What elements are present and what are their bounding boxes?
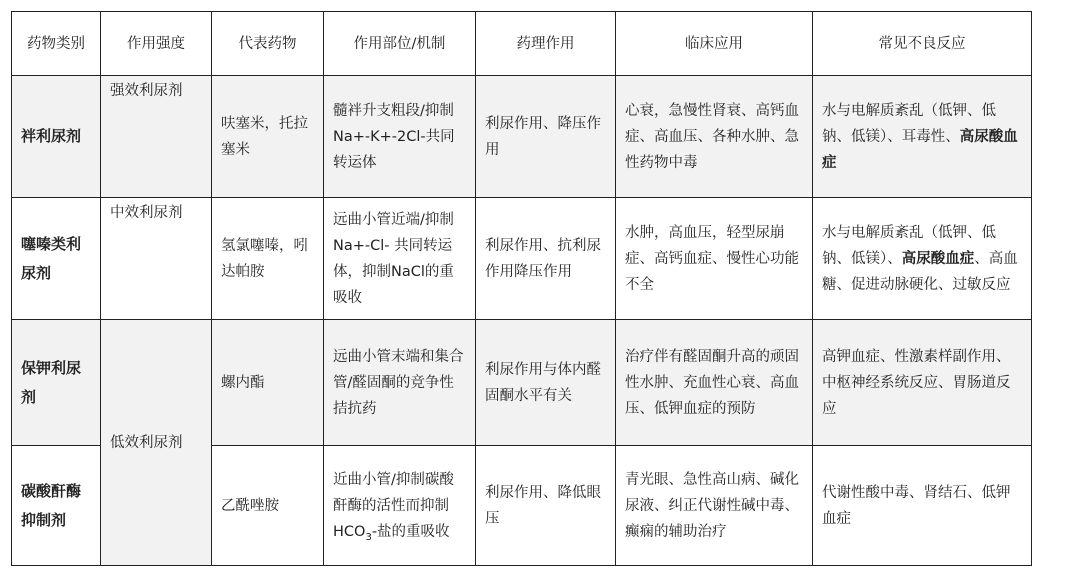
- table-row: [12, 76, 1032, 198]
- drugs-cell: 氢氯噻嗪，吲达帕胺: [212, 198, 324, 320]
- table-row: [12, 320, 1032, 446]
- mechanism-cell: 远曲小管近端/抑制Na+-Cl- 共同转运体，抑制NaCl的重吸收: [324, 198, 476, 320]
- table-row: [12, 198, 1032, 320]
- clinical-cell: 青光眼、急性高山病、碱化尿液、纠正代谢性碱中毒、癫痫的辅助治疗: [616, 446, 813, 566]
- adverse-text: 水与电解质紊乱（低钾、低钠、低镁）、耳毒性、: [822, 102, 996, 145]
- mechanism-cell: 远曲小管末端和集合管/醛固酮的竞争性拮抗药: [324, 320, 476, 446]
- drugs-cell: 呋塞米，托拉塞米: [212, 76, 324, 198]
- header-row: [12, 12, 1032, 76]
- drugs-cell: 螺内酯: [212, 320, 324, 446]
- clinical-cell: 水肿，高血压，轻型尿崩症、高钙血症、慢性心功能不全: [616, 198, 813, 320]
- adverse-cell: 代谢性酸中毒、肾结石、低钾血症: [813, 446, 1032, 566]
- header-clinical-use: 临床应用: [616, 12, 813, 76]
- diuretics-table: [11, 11, 1032, 566]
- clinical-cell: 治疗伴有醛固酮升高的顽固性水肿、充血性心衰、高血压、低钾血症的预防: [616, 320, 813, 446]
- header-intensity: 作用强度: [101, 12, 212, 76]
- header-adverse-reactions: 常见不良反应: [813, 12, 1032, 76]
- adverse-cell: 高钾血症、性激素样副作用、中枢神经系统反应、胃肠道反应: [813, 320, 1032, 446]
- adverse-highlight: 高尿酸血症: [822, 128, 1018, 171]
- subscript-3: 3: [365, 531, 372, 543]
- drug-table-container: [11, 11, 1032, 566]
- action-cell: 利尿作用、降压作用: [476, 76, 616, 198]
- clinical-cell: 心衰，急慢性肾衰、高钙血症、高血压、各种水肿、急性药物中毒: [616, 76, 813, 198]
- adverse-cell: [813, 76, 1032, 198]
- header-drug-class: 药物类别: [12, 12, 101, 76]
- intensity-cell: 低效利尿剂: [101, 320, 212, 566]
- adverse-text: 水与电解质紊乱（低钾、低钠、低镁）、: [822, 224, 996, 267]
- adverse-text-tail: 、高血糖、促进动脉硬化、过敏反应: [822, 250, 1018, 293]
- mechanism-text: 近曲小管/抑制碳酸酐酶的活性而抑制HCO: [333, 471, 454, 540]
- drugs-cell: 乙酰唑胺: [212, 446, 324, 566]
- mechanism-cell: [324, 446, 476, 566]
- action-cell: 利尿作用、降低眼压: [476, 446, 616, 566]
- action-cell: 利尿作用与体内醛固酮水平有关: [476, 320, 616, 446]
- adverse-cell: [813, 198, 1032, 320]
- mechanism-text-tail: -盐的重吸收: [371, 523, 450, 540]
- header-pharmacological-action: 药理作用: [476, 12, 616, 76]
- action-cell: 利尿作用、抗利尿作用降压作用: [476, 198, 616, 320]
- mechanism-cell: 髓袢升支粗段/抑制Na+-K+-2Cl-共同转运体: [324, 76, 476, 198]
- header-mechanism: 作用部位/机制: [324, 12, 476, 76]
- header-representative-drugs: 代表药物: [212, 12, 324, 76]
- intensity-cell: 中效利尿剂: [101, 198, 212, 320]
- adverse-highlight: 高尿酸血症: [901, 250, 975, 267]
- drug-class-cell: 噻嗪类利尿剂: [12, 198, 101, 320]
- drug-class-cell: 保钾利尿剂: [12, 320, 101, 446]
- drug-class-cell: 袢利尿剂: [12, 76, 101, 198]
- drug-class-cell: 碳酸酐酶抑制剂: [12, 446, 101, 566]
- intensity-cell: 强效利尿剂: [101, 76, 212, 198]
